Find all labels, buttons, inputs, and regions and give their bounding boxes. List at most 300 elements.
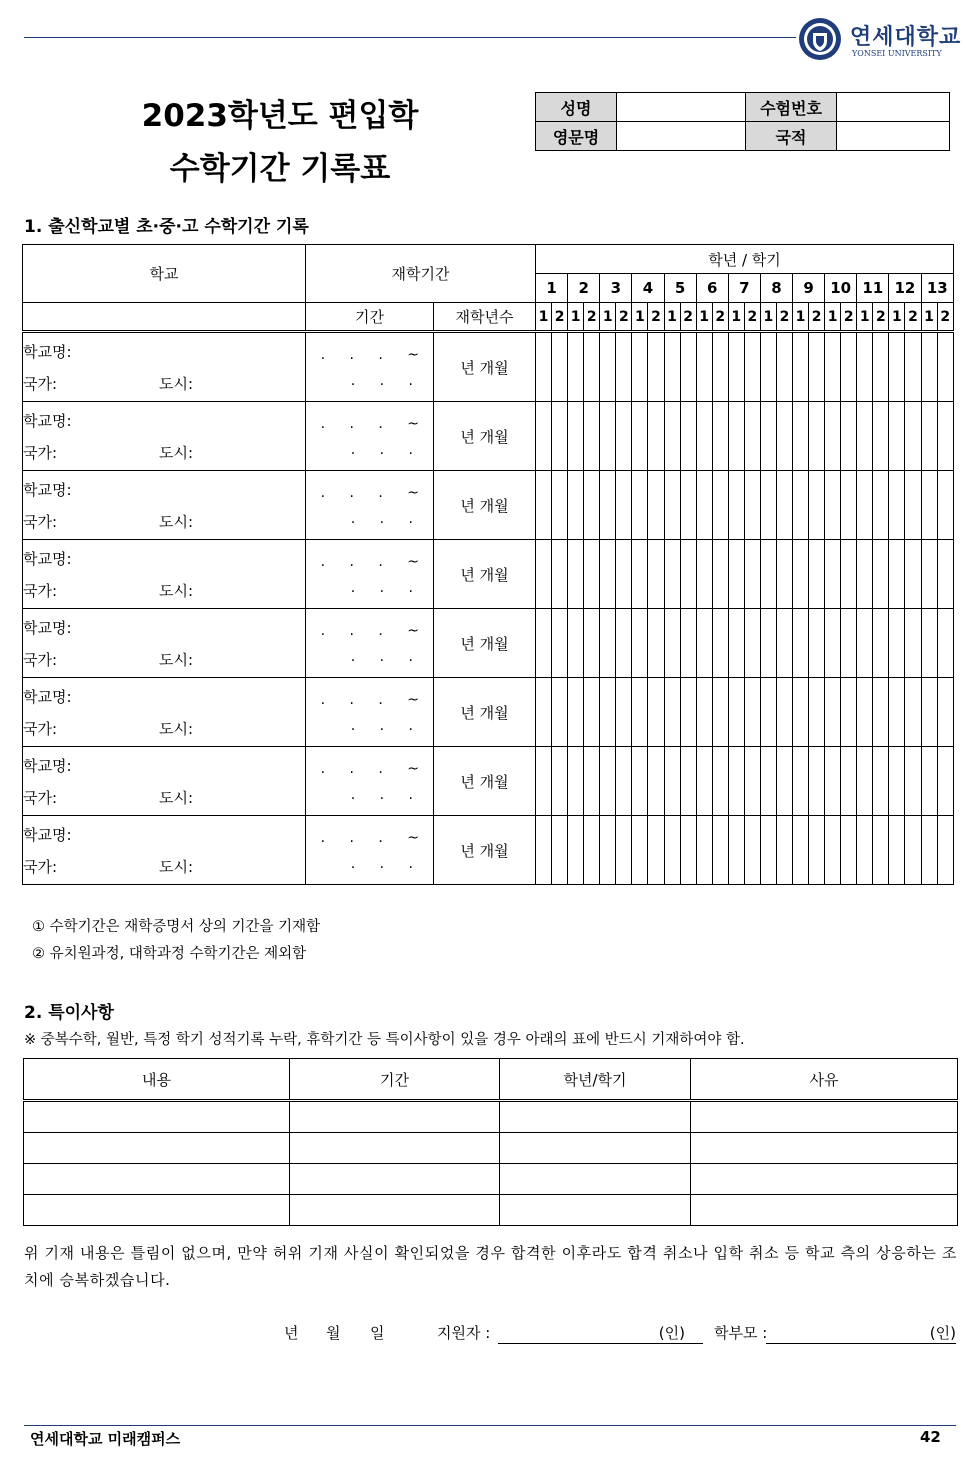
- semester-check-cell[interactable]: [696, 471, 712, 540]
- semester-check-cell[interactable]: [696, 747, 712, 816]
- semester-check-cell[interactable]: [696, 678, 712, 747]
- study-period-table: [22, 244, 954, 885]
- semester-check-cell[interactable]: [568, 540, 584, 609]
- semester-check-cell[interactable]: [680, 471, 696, 540]
- semester-check-cell[interactable]: [728, 747, 744, 816]
- semester-header: 1: [696, 303, 712, 332]
- semester-check-cell[interactable]: [841, 402, 857, 471]
- semester-check-cell[interactable]: [664, 678, 680, 747]
- semester-check-cell[interactable]: [905, 540, 921, 609]
- semester-check-cell[interactable]: [857, 540, 873, 609]
- semester-check-cell[interactable]: [664, 471, 680, 540]
- semester-check-cell[interactable]: [712, 747, 728, 816]
- semester-check-cell[interactable]: [728, 816, 744, 885]
- years-cell[interactable]: [434, 540, 536, 609]
- grade-header: 7: [728, 274, 760, 303]
- semester-check-cell[interactable]: [921, 609, 937, 678]
- semester-check-cell[interactable]: [728, 402, 744, 471]
- semester-check-cell[interactable]: [857, 609, 873, 678]
- semester-check-cell[interactable]: [809, 540, 825, 609]
- semester-check-cell[interactable]: [873, 540, 889, 609]
- period-cell[interactable]: [306, 471, 434, 540]
- semester-header: 1: [793, 303, 809, 332]
- semester-check-cell[interactable]: [889, 471, 905, 540]
- semester-check-cell[interactable]: [905, 678, 921, 747]
- semester-check-cell[interactable]: [937, 816, 953, 885]
- semester-check-cell[interactable]: [632, 540, 648, 609]
- semester-check-cell[interactable]: [937, 332, 953, 402]
- semester-check-cell[interactable]: [600, 540, 616, 609]
- semester-check-cell[interactable]: [873, 471, 889, 540]
- special-cell[interactable]: [691, 1133, 958, 1164]
- semester-check-cell[interactable]: [760, 609, 776, 678]
- period-start: . . . ~: [320, 554, 429, 570]
- semester-check-cell[interactable]: [536, 816, 552, 885]
- semester-check-cell[interactable]: [857, 678, 873, 747]
- semester-check-cell[interactable]: [809, 332, 825, 402]
- semester-check-cell[interactable]: [664, 816, 680, 885]
- period-end: . . .: [350, 511, 423, 527]
- semester-check-cell[interactable]: [809, 402, 825, 471]
- semester-header: 1: [889, 303, 905, 332]
- special-row: [24, 1101, 958, 1133]
- school-cell[interactable]: [23, 402, 306, 471]
- semester-check-cell[interactable]: [552, 747, 568, 816]
- semester-check-cell[interactable]: [905, 816, 921, 885]
- school-cell[interactable]: [23, 678, 306, 747]
- semester-check-cell[interactable]: [648, 540, 664, 609]
- semester-check-cell[interactable]: [760, 402, 776, 471]
- semester-check-cell[interactable]: [921, 540, 937, 609]
- semester-check-cell[interactable]: [600, 609, 616, 678]
- period-cell[interactable]: [306, 816, 434, 885]
- years-cell[interactable]: [434, 332, 536, 402]
- semester-check-cell[interactable]: [552, 471, 568, 540]
- special-cell[interactable]: [24, 1101, 290, 1133]
- semester-check-cell[interactable]: [712, 332, 728, 402]
- semester-check-cell[interactable]: [873, 816, 889, 885]
- semester-check-cell[interactable]: [616, 816, 632, 885]
- semester-check-cell[interactable]: [873, 402, 889, 471]
- semester-check-cell[interactable]: [600, 816, 616, 885]
- col-years-header: 재학년수: [434, 303, 536, 332]
- semester-check-cell[interactable]: [873, 747, 889, 816]
- semester-check-cell[interactable]: [600, 332, 616, 402]
- grade-header: 3: [600, 274, 632, 303]
- semester-check-cell[interactable]: [712, 678, 728, 747]
- semester-check-cell[interactable]: [584, 402, 600, 471]
- semester-check-cell[interactable]: [921, 678, 937, 747]
- semester-check-cell[interactable]: [680, 540, 696, 609]
- semester-check-cell[interactable]: [632, 332, 648, 402]
- period-cell[interactable]: [306, 402, 434, 471]
- semester-check-cell[interactable]: [937, 678, 953, 747]
- years-label: 년 개월: [460, 565, 509, 584]
- semester-header: 1: [568, 303, 584, 332]
- semester-check-cell[interactable]: [728, 332, 744, 402]
- grade-header: 4: [632, 274, 664, 303]
- semester-check-cell[interactable]: [616, 609, 632, 678]
- semester-check-cell[interactable]: [873, 609, 889, 678]
- footer-rule: [24, 1425, 956, 1426]
- semester-check-cell[interactable]: [568, 747, 584, 816]
- parent-seal: (인): [929, 1324, 956, 1342]
- semester-check-cell[interactable]: [616, 678, 632, 747]
- semester-check-cell[interactable]: [809, 816, 825, 885]
- semester-check-cell[interactable]: [632, 678, 648, 747]
- semester-check-cell[interactable]: [744, 540, 760, 609]
- semester-check-cell[interactable]: [568, 332, 584, 402]
- semester-check-cell[interactable]: [825, 678, 841, 747]
- semester-check-cell[interactable]: [744, 816, 760, 885]
- semester-check-cell[interactable]: [664, 540, 680, 609]
- semester-check-cell[interactable]: [536, 609, 552, 678]
- semester-check-cell[interactable]: [536, 540, 552, 609]
- grade-header: 1: [536, 274, 568, 303]
- semester-check-cell[interactable]: [841, 471, 857, 540]
- semester-check-cell[interactable]: [584, 332, 600, 402]
- semester-check-cell[interactable]: [825, 609, 841, 678]
- semester-check-cell[interactable]: [728, 471, 744, 540]
- semester-check-cell[interactable]: [584, 678, 600, 747]
- grade-header: 9: [793, 274, 825, 303]
- semester-check-cell[interactable]: [680, 816, 696, 885]
- logo-subtext: YONSEI UNIVERSITY: [852, 49, 942, 58]
- school-cell[interactable]: [23, 471, 306, 540]
- semester-check-cell[interactable]: [584, 816, 600, 885]
- semester-check-cell[interactable]: [696, 402, 712, 471]
- semester-check-cell[interactable]: [600, 747, 616, 816]
- semester-check-cell[interactable]: [744, 747, 760, 816]
- name-field[interactable]: [617, 93, 746, 122]
- semester-check-cell[interactable]: [905, 471, 921, 540]
- semester-check-cell[interactable]: [712, 609, 728, 678]
- semester-check-cell[interactable]: [584, 540, 600, 609]
- semester-check-cell[interactable]: [937, 747, 953, 816]
- semester-check-cell[interactable]: [776, 540, 792, 609]
- special-cell[interactable]: [500, 1195, 691, 1226]
- semester-check-cell[interactable]: [600, 402, 616, 471]
- nationality-field[interactable]: [837, 122, 950, 151]
- semester-check-cell[interactable]: [616, 402, 632, 471]
- period-cell[interactable]: [306, 540, 434, 609]
- semester-check-cell[interactable]: [776, 609, 792, 678]
- semester-check-cell[interactable]: [536, 402, 552, 471]
- semester-header: 1: [857, 303, 873, 332]
- semester-header: 2: [584, 303, 600, 332]
- semester-check-cell[interactable]: [760, 471, 776, 540]
- semester-check-cell[interactable]: [760, 678, 776, 747]
- special-cell[interactable]: [24, 1133, 290, 1164]
- semester-check-cell[interactable]: [825, 540, 841, 609]
- semester-check-cell[interactable]: [760, 332, 776, 402]
- semester-header: 2: [905, 303, 921, 332]
- semester-check-cell[interactable]: [680, 747, 696, 816]
- semester-check-cell[interactable]: [568, 609, 584, 678]
- years-cell[interactable]: [434, 678, 536, 747]
- semester-check-cell[interactable]: [937, 402, 953, 471]
- semester-check-cell[interactable]: [889, 402, 905, 471]
- semester-check-cell[interactable]: [793, 747, 809, 816]
- special-cell[interactable]: [691, 1101, 958, 1133]
- semester-check-cell[interactable]: [616, 332, 632, 402]
- semester-check-cell[interactable]: [776, 816, 792, 885]
- semester-check-cell[interactable]: [552, 332, 568, 402]
- special-cell[interactable]: [24, 1164, 290, 1195]
- semester-check-cell[interactable]: [921, 332, 937, 402]
- semester-check-cell[interactable]: [905, 402, 921, 471]
- semester-check-cell[interactable]: [536, 747, 552, 816]
- special-cell[interactable]: [290, 1195, 500, 1226]
- semester-check-cell[interactable]: [825, 747, 841, 816]
- semester-check-cell[interactable]: [744, 332, 760, 402]
- semester-check-cell[interactable]: [632, 747, 648, 816]
- semester-check-cell[interactable]: [793, 816, 809, 885]
- semester-check-cell[interactable]: [857, 816, 873, 885]
- school-cell[interactable]: [23, 332, 306, 402]
- parent-signature-line[interactable]: [766, 1322, 956, 1344]
- section2-title: 2. 특이사항: [24, 1003, 114, 1023]
- semester-check-cell[interactable]: [744, 402, 760, 471]
- semester-check-cell[interactable]: [632, 402, 648, 471]
- special-cell[interactable]: [500, 1101, 691, 1133]
- special-cell[interactable]: [290, 1133, 500, 1164]
- years-cell[interactable]: [434, 747, 536, 816]
- date-month: 월: [326, 1324, 341, 1342]
- semester-check-cell[interactable]: [921, 816, 937, 885]
- semester-header: 2: [616, 303, 632, 332]
- semester-check-cell[interactable]: [889, 816, 905, 885]
- semester-check-cell[interactable]: [536, 332, 552, 402]
- period-cell[interactable]: [306, 678, 434, 747]
- special-cell[interactable]: [500, 1133, 691, 1164]
- school-cell[interactable]: [23, 816, 306, 885]
- semester-check-cell[interactable]: [616, 471, 632, 540]
- semester-check-cell[interactable]: [760, 816, 776, 885]
- semester-check-cell[interactable]: [632, 471, 648, 540]
- semester-check-cell[interactable]: [793, 471, 809, 540]
- semester-check-cell[interactable]: [776, 678, 792, 747]
- semester-check-cell[interactable]: [568, 471, 584, 540]
- semester-check-cell[interactable]: [552, 816, 568, 885]
- semester-check-cell[interactable]: [680, 609, 696, 678]
- date-year: 년: [284, 1324, 299, 1342]
- semester-check-cell[interactable]: [841, 747, 857, 816]
- semester-check-cell[interactable]: [921, 402, 937, 471]
- semester-check-cell[interactable]: [536, 471, 552, 540]
- semester-check-cell[interactable]: [793, 402, 809, 471]
- semester-check-cell[interactable]: [552, 402, 568, 471]
- semester-check-cell[interactable]: [696, 609, 712, 678]
- semester-check-cell[interactable]: [744, 678, 760, 747]
- semester-check-cell[interactable]: [857, 332, 873, 402]
- semester-check-cell[interactable]: [648, 609, 664, 678]
- semester-check-cell[interactable]: [664, 402, 680, 471]
- school-cell[interactable]: [23, 747, 306, 816]
- semester-check-cell[interactable]: [873, 332, 889, 402]
- semester-check-cell[interactable]: [648, 678, 664, 747]
- semester-check-cell[interactable]: [889, 332, 905, 402]
- semester-check-cell[interactable]: [664, 332, 680, 402]
- semester-check-cell[interactable]: [728, 540, 744, 609]
- semester-check-cell[interactable]: [744, 471, 760, 540]
- semester-check-cell[interactable]: [905, 609, 921, 678]
- semester-check-cell[interactable]: [760, 540, 776, 609]
- semester-header: 1: [536, 303, 552, 332]
- declaration-text: 위 기재 내용은 틀림이 없으며, 만약 허위 기재 사실이 확인되었을 경우 합격한 이후라도 합격 취소나 입학 취소 등 학교 측의 상응하는 조치에 승복하겠습니다.: [24, 1244, 957, 1289]
- semester-check-cell[interactable]: [728, 609, 744, 678]
- semester-check-cell[interactable]: [793, 332, 809, 402]
- semester-check-cell[interactable]: [552, 540, 568, 609]
- semester-check-cell[interactable]: [600, 471, 616, 540]
- semester-check-cell[interactable]: [744, 609, 760, 678]
- semester-check-cell[interactable]: [632, 816, 648, 885]
- special-cell[interactable]: [691, 1164, 958, 1195]
- semester-check-cell[interactable]: [760, 747, 776, 816]
- semester-check-cell[interactable]: [568, 402, 584, 471]
- semester-check-cell[interactable]: [841, 678, 857, 747]
- special-cell[interactable]: [500, 1164, 691, 1195]
- period-start: . . . ~: [320, 830, 429, 846]
- semester-header: 2: [552, 303, 568, 332]
- semester-check-cell[interactable]: [696, 332, 712, 402]
- semester-check-cell[interactable]: [937, 471, 953, 540]
- semester-check-cell[interactable]: [841, 540, 857, 609]
- semester-check-cell[interactable]: [648, 747, 664, 816]
- semester-check-cell[interactable]: [825, 332, 841, 402]
- semester-check-cell[interactable]: [841, 609, 857, 678]
- semester-check-cell[interactable]: [680, 402, 696, 471]
- semester-check-cell[interactable]: [889, 678, 905, 747]
- special-row: [24, 1133, 958, 1164]
- semester-check-cell[interactable]: [712, 402, 728, 471]
- semester-check-cell[interactable]: [712, 816, 728, 885]
- semester-check-cell[interactable]: [712, 540, 728, 609]
- semester-check-cell[interactable]: [921, 471, 937, 540]
- school-row: [23, 471, 954, 540]
- semester-check-cell[interactable]: [776, 471, 792, 540]
- semester-check-cell[interactable]: [905, 747, 921, 816]
- applicant-signature-line[interactable]: [498, 1322, 703, 1344]
- semester-check-cell[interactable]: [536, 678, 552, 747]
- semester-check-cell[interactable]: [857, 747, 873, 816]
- semester-check-cell[interactable]: [728, 678, 744, 747]
- semester-check-cell[interactable]: [568, 678, 584, 747]
- semester-check-cell[interactable]: [873, 678, 889, 747]
- semester-check-cell[interactable]: [648, 332, 664, 402]
- footer-campus: 연세대학교 미래캠퍼스: [30, 1430, 181, 1448]
- english-name-field[interactable]: [617, 122, 746, 151]
- semester-check-cell[interactable]: [552, 678, 568, 747]
- semester-check-cell[interactable]: [809, 471, 825, 540]
- semester-check-cell[interactable]: [937, 609, 953, 678]
- semester-check-cell[interactable]: [664, 609, 680, 678]
- period-cell[interactable]: [306, 609, 434, 678]
- semester-check-cell[interactable]: [793, 540, 809, 609]
- special-cell[interactable]: [691, 1195, 958, 1226]
- special-cell[interactable]: [290, 1101, 500, 1133]
- semester-check-cell[interactable]: [937, 540, 953, 609]
- name-label: 성명: [536, 93, 617, 122]
- semester-check-cell[interactable]: [776, 747, 792, 816]
- semester-check-cell[interactable]: [712, 471, 728, 540]
- semester-check-cell[interactable]: [841, 332, 857, 402]
- semester-check-cell[interactable]: [584, 747, 600, 816]
- semester-check-cell[interactable]: [809, 747, 825, 816]
- school-cell[interactable]: [23, 609, 306, 678]
- exam-no-field[interactable]: [837, 93, 950, 122]
- semester-check-cell[interactable]: [696, 816, 712, 885]
- semester-check-cell[interactable]: [632, 609, 648, 678]
- years-cell[interactable]: [434, 816, 536, 885]
- special-row: [24, 1164, 958, 1195]
- years-cell[interactable]: [434, 471, 536, 540]
- semester-check-cell[interactable]: [696, 540, 712, 609]
- years-cell[interactable]: [434, 609, 536, 678]
- semester-check-cell[interactable]: [648, 816, 664, 885]
- semester-check-cell[interactable]: [889, 747, 905, 816]
- semester-check-cell[interactable]: [680, 332, 696, 402]
- years-cell[interactable]: [434, 402, 536, 471]
- semester-check-cell[interactable]: [584, 471, 600, 540]
- semester-check-cell[interactable]: [809, 678, 825, 747]
- semester-check-cell[interactable]: [648, 471, 664, 540]
- semester-check-cell[interactable]: [568, 816, 584, 885]
- semester-check-cell[interactable]: [776, 332, 792, 402]
- period-cell[interactable]: [306, 747, 434, 816]
- country-label: 국가:: [23, 513, 58, 531]
- special-header: 학년/학기: [500, 1059, 691, 1101]
- semester-header: 2: [937, 303, 953, 332]
- semester-check-cell[interactable]: [648, 402, 664, 471]
- semester-check-cell[interactable]: [680, 678, 696, 747]
- semester-check-cell[interactable]: [616, 540, 632, 609]
- semester-check-cell[interactable]: [825, 816, 841, 885]
- semester-check-cell[interactable]: [809, 609, 825, 678]
- semester-check-cell[interactable]: [921, 747, 937, 816]
- semester-check-cell[interactable]: [905, 332, 921, 402]
- semester-check-cell[interactable]: [552, 609, 568, 678]
- semester-check-cell[interactable]: [857, 402, 873, 471]
- semester-check-cell[interactable]: [616, 747, 632, 816]
- semester-check-cell[interactable]: [857, 471, 873, 540]
- semester-check-cell[interactable]: [776, 402, 792, 471]
- semester-check-cell[interactable]: [664, 747, 680, 816]
- semester-check-cell[interactable]: [825, 471, 841, 540]
- semester-check-cell[interactable]: [793, 609, 809, 678]
- semester-check-cell[interactable]: [825, 402, 841, 471]
- special-cell[interactable]: [24, 1195, 290, 1226]
- semester-check-cell[interactable]: [889, 609, 905, 678]
- grade-header: 11: [857, 274, 889, 303]
- semester-header: 2: [680, 303, 696, 332]
- semester-check-cell[interactable]: [584, 609, 600, 678]
- special-header: 내용: [24, 1059, 290, 1101]
- grade-header: 10: [825, 274, 857, 303]
- semester-check-cell[interactable]: [889, 540, 905, 609]
- period-end: . . .: [350, 442, 423, 458]
- special-cell[interactable]: [290, 1164, 500, 1195]
- semester-check-cell[interactable]: [600, 678, 616, 747]
- school-row: [23, 402, 954, 471]
- logo-text: 연세대학교: [850, 25, 962, 50]
- period-cell[interactable]: [306, 332, 434, 402]
- school-row: [23, 332, 954, 402]
- semester-check-cell[interactable]: [793, 678, 809, 747]
- school-cell[interactable]: [23, 540, 306, 609]
- period-start: . . . ~: [320, 416, 429, 432]
- semester-check-cell[interactable]: [841, 816, 857, 885]
